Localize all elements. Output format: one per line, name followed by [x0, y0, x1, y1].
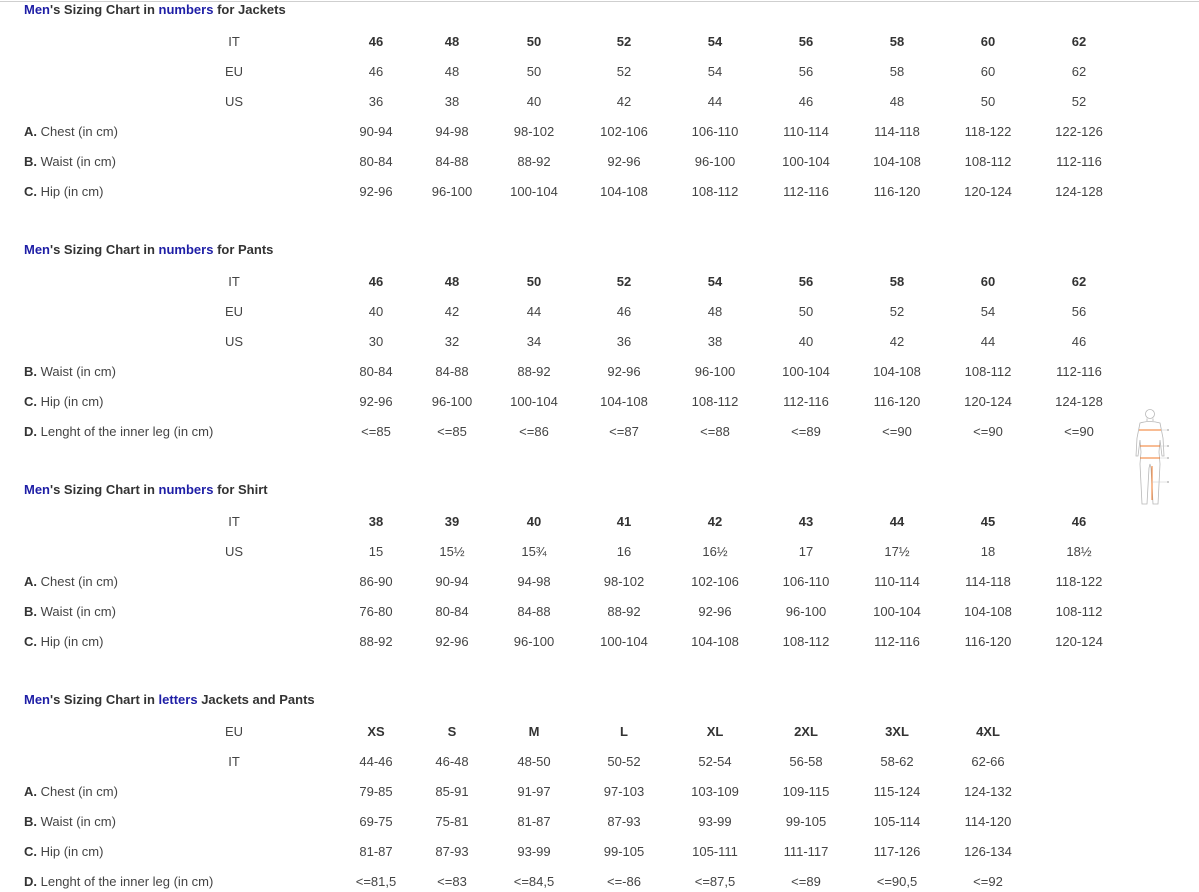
size-cell: 62 [1071, 64, 1087, 79]
measure-letter: A. [24, 784, 37, 799]
size-cell: 111-117 [783, 844, 829, 859]
measure-text: Hip (in cm) [37, 394, 104, 409]
size-header-cell: 40 [526, 514, 542, 529]
measure-letter: C. [24, 844, 37, 859]
size-header-cell: 3XL [885, 724, 909, 739]
measurement-row [0, 632, 1199, 652]
measure-letter: C. [24, 394, 37, 409]
size-header-cell: 41 [616, 514, 632, 529]
measure-text: Chest (in cm) [37, 784, 118, 799]
size-cell: <=90 [882, 424, 912, 439]
measure-letter: B. [24, 154, 37, 169]
size-cell: 100-104 [600, 634, 648, 649]
size-cell: 100-104 [510, 184, 558, 199]
title-post: Jackets and Pants [197, 692, 315, 707]
measurement-row [0, 872, 1199, 892]
measurement-row [0, 122, 1199, 142]
size-cell: 124-128 [1055, 394, 1103, 409]
measurement-row [0, 392, 1199, 412]
size-cell: 112-116 [1056, 154, 1102, 169]
size-header-cell: XL [706, 724, 724, 739]
size-cell: 84-88 [517, 604, 551, 619]
size-cell: 102-106 [691, 574, 739, 589]
size-cell: 108-112 [782, 634, 830, 649]
size-header-cell: 58 [889, 34, 905, 49]
measure-letter: A. [24, 124, 37, 139]
size-cell: 44-46 [359, 754, 393, 769]
size-cell: <=90 [973, 424, 1003, 439]
measure-letter: C. [24, 184, 37, 199]
section-title [24, 692, 315, 707]
size-header-cell: 43 [798, 514, 814, 529]
measure-label [24, 872, 213, 892]
size-cell: 92-96 [359, 394, 393, 409]
measure-letter: B. [24, 814, 37, 829]
size-header-cell: 52 [616, 274, 632, 289]
size-system-label: EU [224, 724, 244, 739]
size-header-row [0, 722, 1199, 742]
title-accent: numbers [158, 2, 214, 17]
size-cell: 16½ [702, 544, 728, 559]
size-header-cell: 46 [368, 274, 384, 289]
size-cell: 44 [707, 94, 723, 109]
size-cell: 114-120 [964, 814, 1012, 829]
measure-text: Lenght of the inner leg (in cm) [37, 424, 214, 439]
size-cell: 17 [798, 544, 814, 559]
size-cell: 85-91 [435, 784, 469, 799]
size-cell: 106-110 [782, 574, 830, 589]
measure-label [24, 152, 116, 172]
size-cell: 116-120 [873, 394, 921, 409]
size-cell: 99-105 [603, 844, 645, 859]
size-cell: 52 [1071, 94, 1087, 109]
size-cell: 36 [616, 334, 632, 349]
size-cell: 18½ [1066, 544, 1092, 559]
size-cell: 118-122 [964, 124, 1012, 139]
title-mid1: 's Sizing Chart in [50, 2, 159, 17]
measure-label [24, 812, 116, 832]
title-post: for Shirt [213, 482, 268, 497]
measure-label [24, 602, 116, 622]
size-header-cell: 62 [1071, 274, 1087, 289]
size-cell: <=89 [791, 874, 821, 889]
size-cell: 108-112 [691, 394, 739, 409]
measurement-row [0, 782, 1199, 802]
size-cell: <=85 [437, 424, 467, 439]
size-cell: 114-118 [965, 574, 1011, 589]
size-cell: 42 [616, 94, 632, 109]
measurement-row [0, 602, 1199, 622]
size-system-label: US [224, 544, 244, 559]
size-system-row [0, 302, 1199, 322]
size-system-label: EU [224, 64, 244, 79]
size-system-row [0, 62, 1199, 82]
size-cell: 30 [368, 334, 384, 349]
size-cell: 90-94 [359, 124, 393, 139]
measure-text: Waist (in cm) [37, 364, 116, 379]
size-cell: 52 [889, 304, 905, 319]
size-cell: 81-87 [517, 814, 551, 829]
size-cell: 96-100 [513, 634, 555, 649]
size-cell: 93-99 [698, 814, 732, 829]
size-cell: 99-105 [785, 814, 827, 829]
size-cell: 98-102 [513, 124, 555, 139]
size-cell: 46 [616, 304, 632, 319]
size-cell: 48 [889, 94, 905, 109]
size-header-cell: 2XL [794, 724, 818, 739]
size-cell: 34 [526, 334, 542, 349]
size-header-cell: 50 [526, 274, 542, 289]
size-cell: 46 [798, 94, 814, 109]
size-cell: 76-80 [359, 604, 393, 619]
measure-letter: D. [24, 874, 37, 889]
size-cell: <=86 [519, 424, 549, 439]
size-header-row [0, 32, 1199, 52]
size-cell: 97-103 [603, 784, 645, 799]
size-system-label: EU [224, 304, 244, 319]
section-title [24, 242, 273, 257]
measure-label [24, 842, 103, 862]
size-cell: 109-115 [782, 784, 830, 799]
measure-label [24, 572, 118, 592]
size-cell: 60 [980, 64, 996, 79]
size-cell: 108-112 [964, 364, 1012, 379]
size-header-cell: 39 [444, 514, 460, 529]
size-cell: 108-112 [691, 184, 739, 199]
size-cell: 117-126 [873, 844, 921, 859]
size-cell: 48 [444, 64, 460, 79]
size-cell: <=85 [361, 424, 391, 439]
size-cell: 62-66 [971, 754, 1005, 769]
measure-text: Lenght of the inner leg (in cm) [37, 874, 214, 889]
size-cell: <=90,5 [876, 874, 918, 889]
measure-label [24, 122, 118, 142]
measure-label [24, 422, 213, 442]
size-cell: 96-100 [694, 154, 736, 169]
size-cell: 90-94 [435, 574, 469, 589]
size-cell: 52 [616, 64, 632, 79]
size-cell: 32 [444, 334, 460, 349]
size-cell: 112-116 [874, 634, 920, 649]
size-cell: 50-52 [607, 754, 641, 769]
size-cell: 96-100 [694, 364, 736, 379]
size-cell: <=87 [609, 424, 639, 439]
size-cell: 88-92 [517, 364, 551, 379]
title-accent: letters [158, 692, 198, 707]
size-cell: 104-108 [873, 364, 921, 379]
size-system-row [0, 92, 1199, 112]
size-cell: 18 [980, 544, 996, 559]
measurement-row [0, 362, 1199, 382]
size-cell: 48-50 [517, 754, 551, 769]
size-cell: 110-114 [783, 124, 829, 139]
size-header-cell: 62 [1071, 34, 1087, 49]
size-cell: 96-100 [785, 604, 827, 619]
measure-letter: D. [24, 424, 37, 439]
measurement-row [0, 812, 1199, 832]
size-header-cell: 48 [444, 34, 460, 49]
size-system-label: IT [228, 34, 240, 49]
size-cell: 94-98 [435, 124, 469, 139]
size-cell: 104-108 [691, 634, 739, 649]
measurement-row [0, 842, 1199, 862]
size-cell: 98-102 [603, 574, 645, 589]
section-title [24, 482, 268, 497]
size-cell: 104-108 [600, 184, 648, 199]
size-cell: 120-124 [964, 394, 1012, 409]
title-post: for Pants [213, 242, 274, 257]
measure-letter: C. [24, 634, 37, 649]
size-cell: 36 [368, 94, 384, 109]
size-cell: 100-104 [782, 364, 830, 379]
size-cell: <=81,5 [355, 874, 397, 889]
size-header-row [0, 272, 1199, 292]
size-system-label: IT [228, 274, 240, 289]
size-cell: 15½ [439, 544, 465, 559]
size-cell: 44 [526, 304, 542, 319]
size-cell: 92-96 [435, 634, 469, 649]
size-system-row [0, 332, 1199, 352]
measure-label [24, 362, 116, 382]
size-cell: 52-54 [698, 754, 732, 769]
size-cell: 108-112 [964, 154, 1012, 169]
size-cell: <=-86 [607, 874, 641, 889]
size-header-cell: 42 [707, 514, 723, 529]
size-header-cell: 60 [980, 34, 996, 49]
size-cell: 44 [980, 334, 996, 349]
size-cell: 100-104 [782, 154, 830, 169]
size-system-row [0, 542, 1199, 562]
measure-letter: B. [24, 364, 37, 379]
size-cell: 38 [707, 334, 723, 349]
size-header-cell: M [528, 724, 540, 739]
title-post: for Jackets [213, 2, 286, 17]
size-header-row [0, 512, 1199, 532]
title-mid1: 's Sizing Chart in [50, 692, 159, 707]
measure-letter: B. [24, 604, 37, 619]
size-cell: 80-84 [359, 364, 393, 379]
size-cell: <=88 [700, 424, 730, 439]
size-cell: 88-92 [359, 634, 393, 649]
measurement-row [0, 152, 1199, 172]
size-header-cell: S [447, 724, 457, 739]
size-cell: 124-128 [1055, 184, 1103, 199]
size-header-cell: 60 [980, 274, 996, 289]
size-cell: <=83 [437, 874, 467, 889]
size-cell: 104-108 [600, 394, 648, 409]
size-cell: 116-120 [873, 184, 921, 199]
size-cell: 46-48 [435, 754, 469, 769]
measurement-row [0, 182, 1199, 202]
measure-text: Waist (in cm) [37, 604, 116, 619]
size-header-cell: 52 [616, 34, 632, 49]
size-cell: <=90 [1064, 424, 1094, 439]
measure-text: Hip (in cm) [37, 634, 104, 649]
size-cell: 54 [707, 64, 723, 79]
size-cell: 80-84 [359, 154, 393, 169]
size-header-cell: 54 [707, 274, 723, 289]
size-cell: 118-122 [1055, 574, 1103, 589]
size-cell: 46 [368, 64, 384, 79]
size-cell: 120-124 [964, 184, 1012, 199]
size-cell: 103-109 [691, 784, 739, 799]
size-cell: 116-120 [964, 634, 1012, 649]
size-cell: 96-100 [431, 394, 473, 409]
size-system-row [0, 752, 1199, 772]
size-cell: 15 [368, 544, 384, 559]
size-cell: 48 [707, 304, 723, 319]
size-header-cell: 46 [368, 34, 384, 49]
size-cell: 40 [368, 304, 384, 319]
size-system-label: US [224, 94, 244, 109]
size-system-label: IT [228, 514, 240, 529]
size-cell: 84-88 [435, 154, 469, 169]
measure-text: Chest (in cm) [37, 574, 118, 589]
title-mid1: 's Sizing Chart in [50, 242, 159, 257]
size-header-cell: XS [367, 724, 385, 739]
size-cell: 88-92 [517, 154, 551, 169]
body-measurement-diagram-icon [1130, 408, 1174, 510]
measure-letter: A. [24, 574, 37, 589]
size-cell: 124-132 [964, 784, 1012, 799]
measure-label [24, 182, 103, 202]
size-cell: 69-75 [359, 814, 393, 829]
size-cell: 17½ [884, 544, 910, 559]
size-header-cell: 50 [526, 34, 542, 49]
measure-text: Waist (in cm) [37, 814, 116, 829]
size-cell: 120-124 [1055, 634, 1103, 649]
size-cell: 42 [444, 304, 460, 319]
size-cell: 81-87 [359, 844, 393, 859]
size-cell: 105-111 [692, 844, 738, 859]
size-cell: 91-97 [517, 784, 551, 799]
title-mid1: 's Sizing Chart in [50, 482, 159, 497]
size-cell: 102-106 [600, 124, 648, 139]
size-cell: 106-110 [691, 124, 739, 139]
measure-label [24, 632, 103, 652]
title-pre: Men [24, 242, 50, 257]
size-cell: 40 [526, 94, 542, 109]
measurement-row [0, 572, 1199, 592]
size-cell: 87-93 [435, 844, 469, 859]
size-header-cell: 45 [980, 514, 996, 529]
measure-text: Waist (in cm) [37, 154, 116, 169]
size-cell: 93-99 [517, 844, 551, 859]
size-cell: 58-62 [880, 754, 914, 769]
size-cell: 87-93 [607, 814, 641, 829]
size-cell: 50 [798, 304, 814, 319]
size-cell: 108-112 [1055, 604, 1103, 619]
size-cell: 112-116 [783, 394, 829, 409]
size-cell: <=87,5 [694, 874, 736, 889]
size-cell: 75-81 [435, 814, 469, 829]
size-header-cell: 54 [707, 34, 723, 49]
size-cell: 88-92 [607, 604, 641, 619]
title-accent: numbers [158, 482, 214, 497]
size-cell: 105-114 [873, 814, 921, 829]
measure-label [24, 782, 118, 802]
size-cell: 122-126 [1055, 124, 1103, 139]
title-pre: Men [24, 482, 50, 497]
size-header-cell: 56 [798, 274, 814, 289]
size-cell: <=89 [791, 424, 821, 439]
measure-text: Hip (in cm) [37, 844, 104, 859]
size-cell: 58 [889, 64, 905, 79]
size-header-cell: 46 [1071, 514, 1087, 529]
size-cell: 46 [1071, 334, 1087, 349]
title-pre: Men [24, 692, 50, 707]
size-cell: 56-58 [789, 754, 823, 769]
size-cell: 79-85 [359, 784, 393, 799]
size-cell: 115-124 [873, 784, 921, 799]
size-cell: 16 [616, 544, 632, 559]
size-cell: 92-96 [359, 184, 393, 199]
title-pre: Men [24, 2, 50, 17]
size-cell: 42 [889, 334, 905, 349]
size-cell: 54 [980, 304, 996, 319]
size-cell: 56 [1071, 304, 1087, 319]
measure-label [24, 392, 103, 412]
title-accent: numbers [158, 242, 214, 257]
size-cell: 38 [444, 94, 460, 109]
size-cell: 56 [798, 64, 814, 79]
size-cell: 110-114 [874, 574, 920, 589]
size-cell: 40 [798, 334, 814, 349]
size-header-cell: 48 [444, 274, 460, 289]
size-cell: 112-116 [1056, 364, 1102, 379]
size-cell: 94-98 [517, 574, 551, 589]
size-cell: 92-96 [607, 364, 641, 379]
size-cell: 92-96 [698, 604, 732, 619]
measure-text: Hip (in cm) [37, 184, 104, 199]
size-header-cell: 58 [889, 274, 905, 289]
size-cell: 86-90 [359, 574, 393, 589]
size-cell: 50 [980, 94, 996, 109]
size-cell: 80-84 [435, 604, 469, 619]
size-system-label: IT [228, 754, 240, 769]
size-cell: 96-100 [431, 184, 473, 199]
size-cell: 114-118 [874, 124, 920, 139]
size-cell: <=92 [973, 874, 1003, 889]
size-cell: 50 [526, 64, 542, 79]
size-cell: <=84,5 [513, 874, 555, 889]
size-cell: 100-104 [873, 604, 921, 619]
size-header-cell: 38 [368, 514, 384, 529]
size-cell: 104-108 [964, 604, 1012, 619]
measure-text: Chest (in cm) [37, 124, 118, 139]
size-cell: 126-134 [964, 844, 1012, 859]
section-title [24, 2, 286, 17]
size-system-label: US [224, 334, 244, 349]
size-cell: 112-116 [783, 184, 829, 199]
measurement-row [0, 422, 1199, 442]
size-header-cell: 4XL [976, 724, 1000, 739]
size-header-cell: 56 [798, 34, 814, 49]
size-cell: 104-108 [873, 154, 921, 169]
size-cell: 92-96 [607, 154, 641, 169]
size-cell: 84-88 [435, 364, 469, 379]
size-header-cell: 44 [889, 514, 905, 529]
size-cell: 15¾ [521, 544, 547, 559]
size-cell: 100-104 [510, 394, 558, 409]
size-header-cell: L [620, 724, 628, 739]
